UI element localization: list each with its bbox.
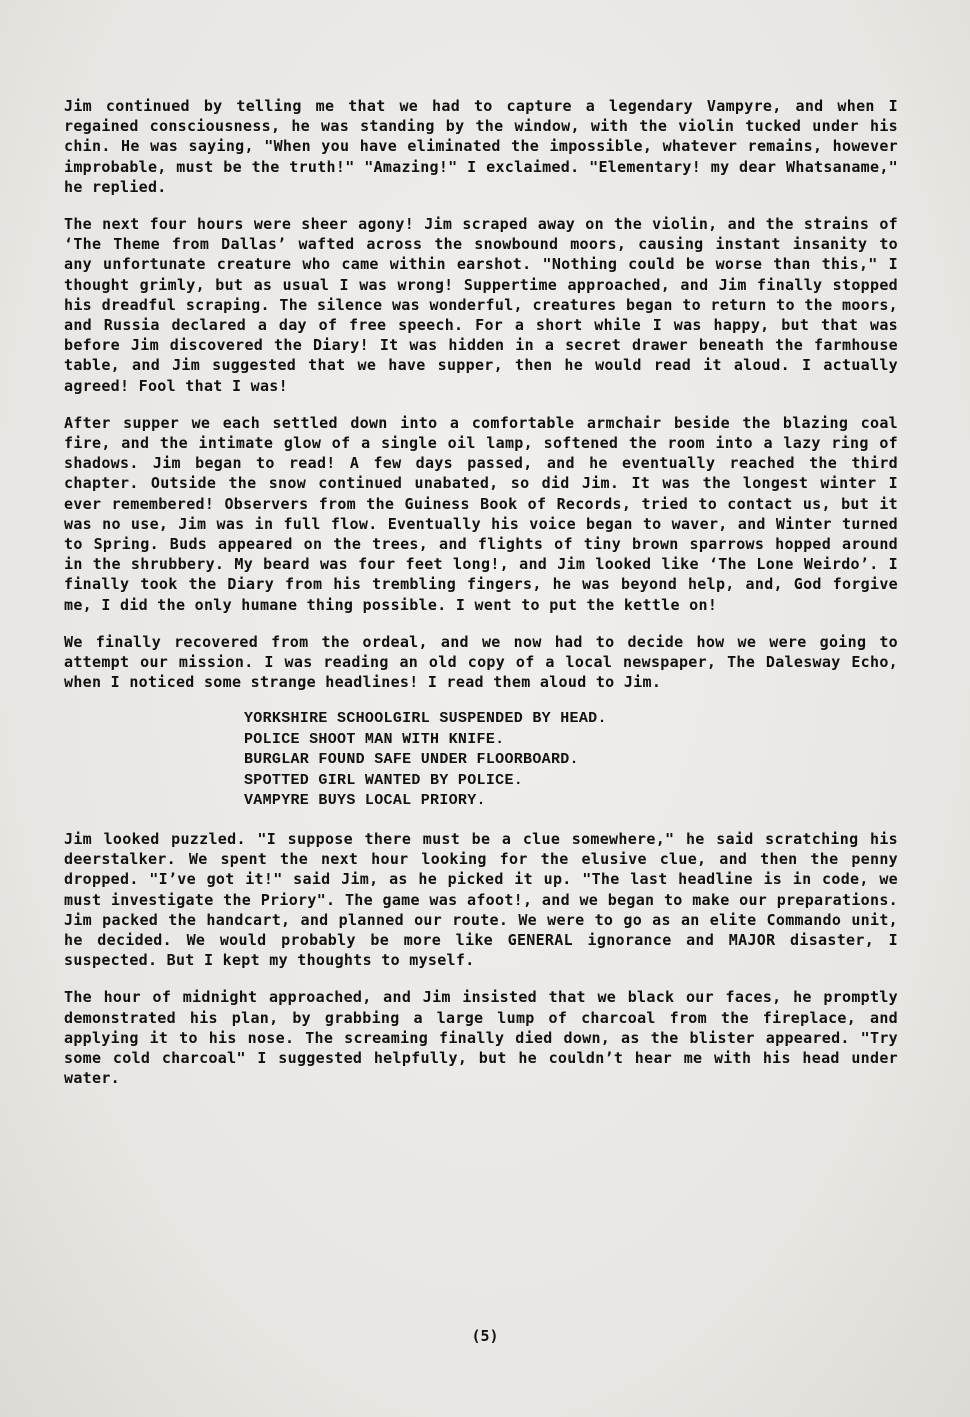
paragraph-6: The hour of midnight approached, and Jim insisted that we black our faces, he promptly demonstrated his plan, by grabbing a large lump of charcoal from the fireplace, and applying it to his nose. The screaming finally died down, as the blister appeared. "Try some cold charcoal" I suggested helpfully, but he couldn’t hear me with his head under water. [64,988,898,1088]
paragraph-5: Jim looked puzzled. "I suppose there must be a clue somewhere," he said scratching his deerstalker. We spent the next hour looking for the elusive clue, and then the penny dropped. "I’ve got it!" said Jim, as he picked it up. "The last headline is in code, we must investigate the Priory". The game was afoot!, and we began to make our preparations. Jim packed the handcart, and planned our route. We were to go as an elite Commando unit, he decided. We would probably be more like GENERAL ignorance and MAJOR disaster, I suspected. But I kept my thoughts to myself. [64,829,898,970]
page-number: (5) [471,1327,499,1345]
page-body [64,96,898,1105]
headline-item: YORKSHIRE SCHOOLGIRL SUSPENDED BY HEAD. [244,710,607,728]
headline-item: SPOTTED GIRL WANTED BY POLICE. [244,771,524,789]
headline-item: POLICE SHOOT MAN WITH KNIFE. [244,730,505,748]
headline-item: BURGLAR FOUND SAFE UNDER FLOORBOARD. [244,751,579,769]
paragraph-3: After supper we each settled down into a comfortable armchair beside the blazing coal fire, and the intimate glow of a single oil lamp, softened the room into a lazy ring of shadows. Jim began to read! A few days passed, and he eventually reached the third chapter. Outside the snow continued unabated, so did Jim. It was the longest winter I ever remembered! Observers from the Guiness Book of Records, tried to contact us, but it was no use, Jim was in full flow. Eventually his voice began to waver, and Winter turned to Spring. Buds appeared on the trees, and flights of tiny brown sparrows hopped around in the shrubbery. My beard was four feet long!, and Jim looked like ‘The Lone Weirdo’. I finally took the Diary from his trembling fingers, he was beyond help, and, God forgive me, I did the only humane thing possible. I went to put the kettle on! [64,413,898,614]
newspaper-headlines [244,709,898,812]
headline-item: VAMPYRE BUYS LOCAL PRIORY. [244,792,486,810]
paragraph-1: Jim continued by telling me that we had to capture a legendary Vampyre, and when I regained consciousness, he was standing by the window, with the violin tucked under his chin. He was saying, "When you have eliminated the impossible, whatever remains, however improbable, must be the truth!" "Amazing!" I exclaimed. "Elementary! my dear Whatsaname," he replied. [64,97,898,196]
paragraph-4: We finally recovered from the ordeal, and we now had to decide how we were going to attempt our mission. I was reading an old copy of a local newspaper, The Dalesway Echo, when I noticed some strange headlines! I read them aloud to Jim. [64,632,898,692]
paragraph-2: The next four hours were sheer agony! Jim scraped away on the violin, and the strains of ‘The Theme from Dallas’ wafted across the snowbound moors, causing instant insanity to any unfortunate creature who came within earshot. "Nothing could be worse than this," I thought grimly, but as usual I was wrong! Suppertime approached, and Jim finally stopped his dreadful scraping. The silence was wonderful, creatures began to return to the moors, and Russia declared a day of free speech. For a short while I was happy, but that was before Jim discovered the Diary! It was hidden in a secret drawer beneath the farmhouse table, and Jim suggested that we have supper, then he would read it aloud. I actually agreed! Fool that I was! [64,215,898,395]
